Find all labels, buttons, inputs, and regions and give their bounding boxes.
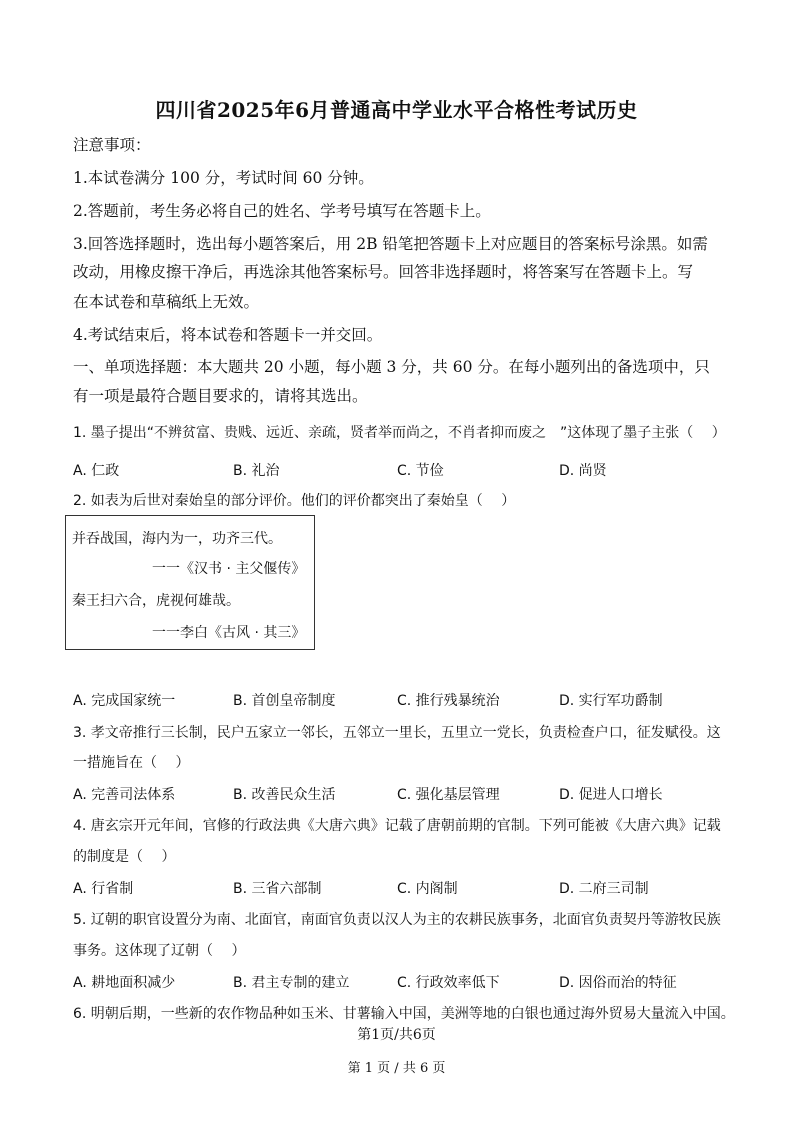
question-2-option-a: A. 完成国家统一	[73, 693, 176, 709]
question-3-option-d: D. 促进人口增长	[559, 787, 663, 803]
question-3-option-b: B. 改善民众生活	[233, 787, 336, 803]
question-4-option-d: D. 二府三司制	[559, 881, 649, 897]
question-3-option-c: C. 强化基层管理	[397, 787, 500, 803]
question-5-stem-line-2: 事务。这体现了辽朝（ ）	[73, 943, 246, 959]
question-2-option-b: B. 首创皇帝制度	[233, 693, 336, 709]
question-1-stem: 1. 墨子提出“不辨贫富、贵贱、远近、亲疏，贤者举而尚之，不肖者抑而废之 ”这体现了墨子主张（ ）	[73, 425, 726, 441]
note-3-line-2: 改动，用橡皮擦干净后，再选涂其他答案标号。回答非选择题时，将答案写在答题卡上。写	[73, 263, 694, 281]
question-3-stem-line-1: 3. 孝文帝推行三长制，民户五家立一邻长，五邻立一里长，五里立一党长，负责检查户口，征发赋役。这	[73, 725, 721, 741]
notes-heading: 注意事项：	[73, 136, 151, 154]
page-number-inner: 第1页/共6页	[357, 1027, 436, 1043]
question-3-option-a: A. 完善司法体系	[73, 787, 176, 803]
question-4-stem-line-2: 的制度是（ ）	[73, 849, 176, 865]
question-6-stem-line-1: 6. 明朝后期，一些新的农作物品种如玉米、甘薯输入中国，美洲等地的白银也通过海外贸易大量流入中国。	[73, 1006, 735, 1022]
question-5-option-d: D. 因俗而治的特征	[559, 975, 677, 991]
quote-2: 秦王扫六合，虎视何雄哉。	[72, 593, 240, 609]
question-5-option-b: B. 君主专制的建立	[233, 975, 350, 991]
question-5-option-a: A. 耕地面积减少	[73, 975, 176, 991]
question-2-option-d: D. 实行军功爵制	[559, 693, 663, 709]
quote-1-source: 一一《汉书 · 主父偃传》	[152, 561, 306, 577]
quote-2-source: 一一李白《古风 · 其三》	[152, 625, 306, 641]
question-1-option-a: A. 仁政	[73, 463, 120, 479]
page-number-outer: 第 1 页 / 共 6 页	[347, 1061, 446, 1076]
question-4-option-b: B. 三省六部制	[233, 881, 322, 897]
question-1-option-d: D. 尚贤	[559, 463, 607, 479]
note-3-line-1: 3.回答选择题时，选出每小题答案后，用 2B 铅笔把答题卡上对应题目的答案标号涂黑。如需	[73, 235, 708, 253]
question-5-option-c: C. 行政效率低下	[397, 975, 500, 991]
question-5-stem-line-1: 5. 辽朝的职官设置分为南、北面官，南面官负责以汉人为主的农耕民族事务，北面官负责契丹等游牧民族	[73, 912, 721, 928]
note-4: 4.考试结束后，将本试卷和答题卡一并交回。	[73, 326, 383, 344]
question-4-stem-line-1: 4. 唐玄宗开元年间，官修的行政法典《大唐六典》记载了唐朝前期的官制。下列可能被《大唐六典》记载	[73, 818, 721, 834]
note-2: 2.答题前，考生务必将自己的姓名、学考号填写在答题卡上。	[73, 202, 491, 220]
question-1-option-b: B. 礼治	[233, 463, 280, 479]
question-2-option-c: C. 推行残暴统治	[397, 693, 500, 709]
note-1: 1.本试卷满分 100 分，考试时间 60 分钟。	[73, 169, 374, 187]
question-4-option-a: A. 行省制	[73, 881, 134, 897]
question-3-stem-line-2: 一措施旨在（ ）	[73, 755, 190, 771]
page-title: 四川省2025年6月普通高中学业水平合格性考试历史	[155, 98, 638, 122]
section-1-intro-line-2: 有一项是最符合题目要求的，请将其选出。	[73, 387, 368, 405]
question-2-stem: 2. 如表为后世对秦始皇的部分评价。他们的评价都突出了秦始皇（ ）	[73, 493, 516, 509]
question-1-option-c: C. 节俭	[397, 463, 444, 479]
section-1-intro-line-1: 一、单项选择题：本大题共 20 小题，每小题 3 分，共 60 分。在每小题列出的备选项中，只	[73, 358, 710, 376]
note-3-line-3: 在本试卷和草稿纸上无效。	[73, 293, 260, 311]
question-4-option-c: C. 内阁制	[397, 881, 458, 897]
quote-1: 并吞战国，海内为一，功齐三代。	[72, 531, 282, 547]
